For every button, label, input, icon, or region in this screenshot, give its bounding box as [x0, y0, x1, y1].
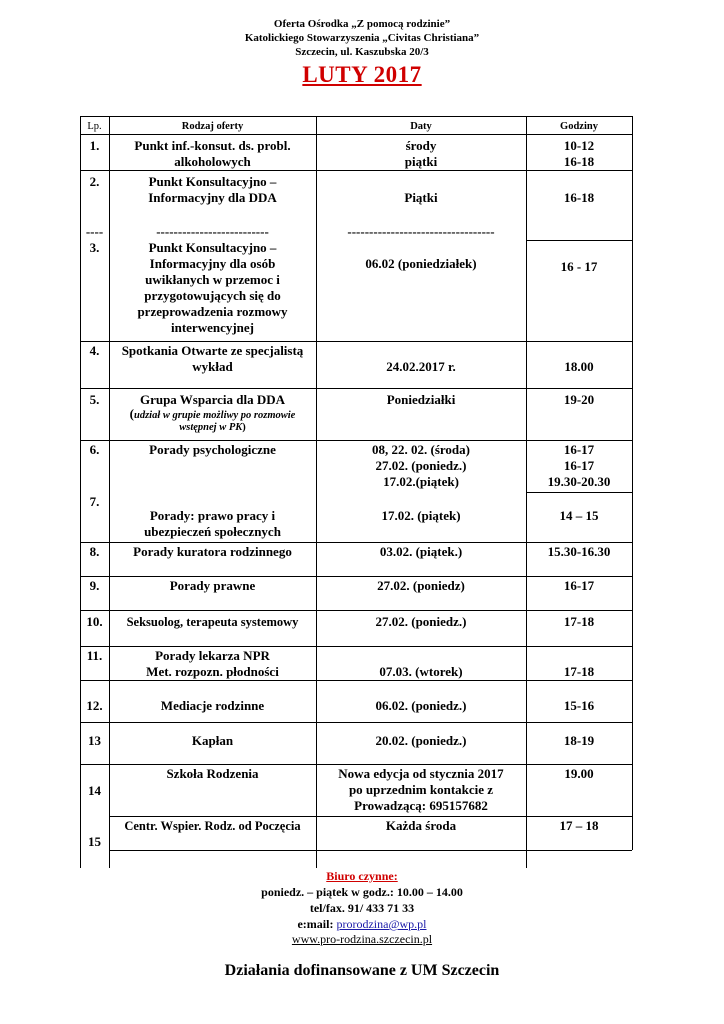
row-15-hours: 17 – 18 — [559, 818, 599, 833]
row-15-dates: Każda środa — [385, 818, 457, 833]
row-12-hours: 15-16 — [563, 698, 595, 713]
row-7-dates: 17.02. (piątek) — [381, 508, 461, 523]
website-line — [0, 931, 724, 947]
row-10-lp: 10. — [86, 614, 103, 629]
row-11-offer: Porady lekarza NPR Met. rozpozn. płodności — [146, 648, 279, 679]
row-4-offer: Spotkania Otwarte ze specjalistą wykład — [121, 343, 304, 374]
email-link[interactable]: prorodzina@wp.pl — [336, 917, 427, 931]
row-5-lp: 5. — [89, 392, 100, 407]
col-header-lp: Lp. — [87, 121, 102, 132]
row-4-lp: 4. — [89, 343, 100, 358]
row-10-offer: Seksuolog, terapeuta systemowy — [126, 615, 299, 629]
row-14-lp: 14 — [88, 783, 101, 798]
row-9-hours: 16-17 — [563, 578, 595, 593]
row-separator-lp: ---- — [85, 224, 104, 239]
row-14-dates: Nowa edycja od stycznia 2017 po uprzednim kontakcie z Prowadzącą: 695157682 — [338, 766, 504, 813]
row-1-dates: środy piątki — [404, 138, 438, 169]
row-3-offer: Punkt Konsultacyjno – Informacyjny dla osób uwikłanych w przemoc i przygotowujących się do przeprowadzenia rozmowy interwencyjnej — [137, 240, 288, 335]
page-title: LUTY 2017 — [302, 62, 422, 87]
row-1-hours: 10-12 16-18 — [563, 138, 595, 169]
row-5-hours: 19-20 — [563, 392, 595, 407]
funding-note: Działania dofinansowane z UM Szczecin — [224, 962, 500, 979]
row-13-offer: Kapłan — [191, 733, 234, 748]
row-8-offer: Porady kuratora rodzinnego — [133, 544, 292, 559]
row-6-dates: 08, 22. 02. (środa) 27.02. (poniedz.) 17.02.(piątek) — [372, 442, 470, 489]
row-1-lp: 1. — [89, 138, 100, 153]
row-8-dates: 03.02. (piątek.) — [379, 544, 463, 559]
row-11-dates: 07.03. (wtorek) — [379, 664, 463, 679]
row-12-dates: 06.02. (poniedz.) — [375, 698, 467, 713]
website-link[interactable]: www.pro-rodzina.szczecin.pl — [291, 932, 433, 946]
row-13-lp: 13 — [88, 733, 101, 748]
col-header-offer: Rodzaj oferty — [181, 121, 244, 132]
row-6-lp: 6. — [89, 442, 100, 457]
row-2-lp: 2. — [89, 174, 100, 189]
row-10-hours: 17-18 — [563, 614, 595, 629]
row-10-dates: 27.02. (poniedz.) — [375, 614, 467, 629]
row-separator-offer: -------------------------- — [156, 224, 269, 239]
row-7-hours: 14 – 15 — [559, 508, 599, 523]
row-9-lp: 9. — [89, 578, 100, 593]
row-14-offer: Szkoła Rodzenia — [166, 766, 259, 781]
row-11-hours: 17-18 — [563, 664, 595, 679]
row-7-offer: Porady: prawo pracy i ubezpieczeń społecznych — [144, 508, 281, 539]
header-line-2: Katolickiego Stowarzyszenia „Civitas Christiana” — [244, 32, 480, 44]
row-separator-dates: ---------------------------------- — [347, 224, 495, 239]
col-header-dates: Daty — [410, 121, 432, 132]
row-14-hours: 19.00 — [564, 766, 594, 781]
row-8-lp: 8. — [89, 544, 100, 559]
row-5-dates: Poniedziałki — [386, 392, 456, 407]
row-9-dates: 27.02. (poniedz) — [377, 578, 465, 593]
row-3-hours: 16 - 17 — [560, 259, 598, 274]
office-hours: poniedz. – piątek w godz.: 10.00 – 14.00 — [261, 885, 463, 899]
row-2-offer: Punkt Konsultacyjno – Informacyjny dla DDA — [148, 174, 277, 205]
row-7-lp: 7. — [89, 494, 100, 509]
offer-table — [80, 116, 640, 868]
row-13-dates: 20.02. (poniedz.) — [375, 733, 467, 748]
row-5-offer: Grupa Wsparcia dla DDA (udział w grupie możliwy po rozmowie wstępnej w PK) — [129, 392, 296, 433]
row-1-offer: Punkt inf.-konsut. ds. probl. alkoholowych — [134, 138, 291, 169]
row-11-lp: 11. — [86, 648, 103, 663]
row-3-dates: 06.02 (poniedziałek) — [365, 256, 477, 271]
header-line-3: Szczecin, ul. Kaszubska 20/3 — [295, 46, 429, 58]
row-12-lp: 12. — [86, 698, 103, 713]
row-2-hours: 16-18 — [563, 190, 595, 205]
row-3-lp: 3. — [89, 240, 100, 255]
row-6-hours: 16-17 16-17 19.30-20.30 — [547, 442, 611, 489]
row-6-offer: Porady psychologiczne — [149, 442, 276, 457]
row-15-lp: 15 — [88, 834, 101, 849]
row-4-dates: 24.02.2017 r. — [386, 359, 456, 374]
row-2-dates: Piątki — [404, 190, 438, 205]
email-line: e:mail: prorodzina@wp.pl — [297, 917, 427, 931]
row-12-offer: Mediacje rodzinne — [160, 698, 265, 713]
row-8-hours: 15.30-16.30 — [547, 544, 611, 559]
row-9-offer: Porady prawne — [169, 578, 256, 593]
row-15-offer: Centr. Wspier. Rodz. od Poczęcia — [124, 819, 301, 833]
office-hours-label: Biuro czynne: — [326, 869, 398, 883]
col-header-hours: Godziny — [560, 121, 598, 132]
header-line-1: Oferta Ośrodka „Z pomocą rodzinie” — [273, 18, 451, 30]
phone-line: tel/fax. 91/ 433 71 33 — [309, 901, 415, 915]
row-13-hours: 18-19 — [563, 733, 595, 748]
row-4-hours: 18.00 — [564, 359, 594, 374]
